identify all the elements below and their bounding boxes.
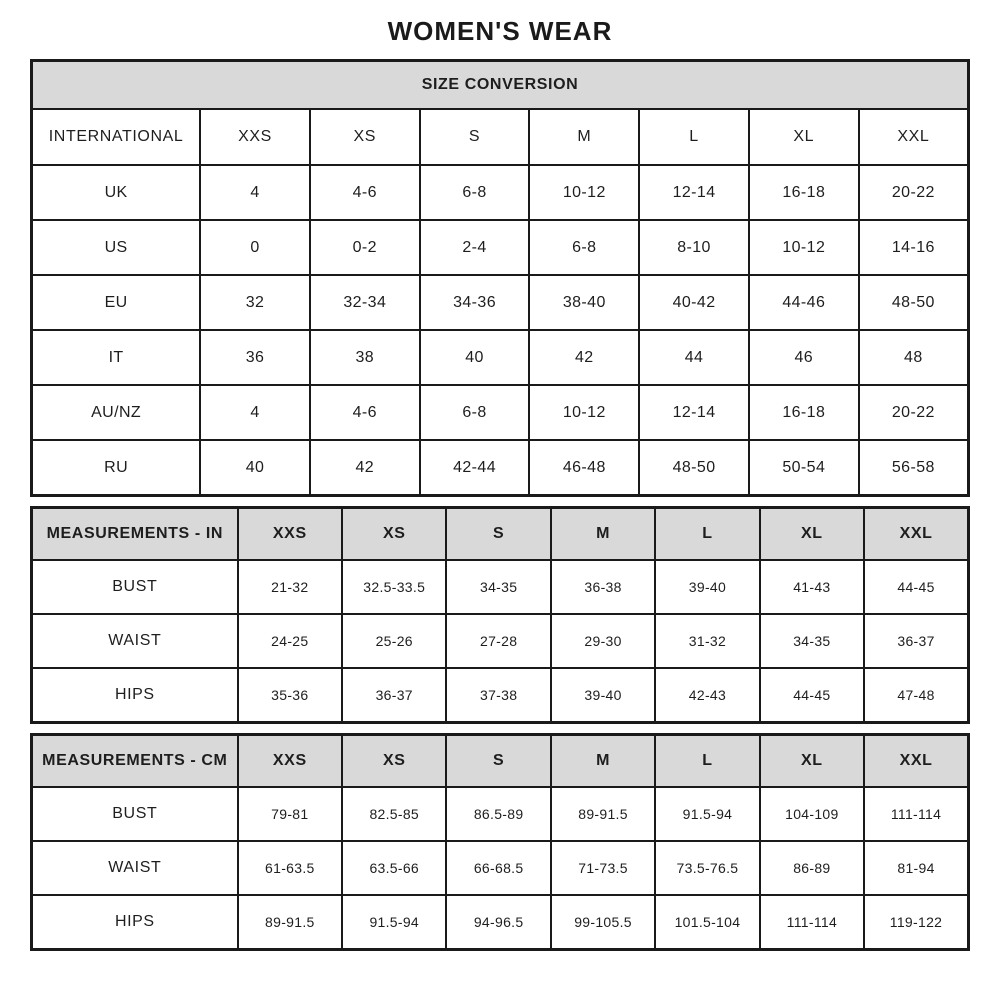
size-column-header: XL [749,109,859,165]
value-cell: 32-34 [310,275,420,330]
table-row [32,440,969,496]
value-cell: 4 [200,165,310,220]
value-cell: 31-32 [655,614,759,668]
value-cell: 4-6 [310,165,420,220]
table-row [32,330,969,385]
value-cell: 42 [529,330,639,385]
corner-label: INTERNATIONAL [32,109,201,165]
table-row [32,895,969,950]
value-cell: 35-36 [238,668,342,723]
value-cell: 40-42 [639,275,749,330]
value-cell: 14-16 [859,220,969,275]
size-column-header: XS [310,109,420,165]
value-cell: 2-4 [420,220,530,275]
table-title: SIZE CONVERSION [32,61,969,110]
row-label: US [32,220,201,275]
value-cell: 44 [639,330,749,385]
row-label: UK [32,165,201,220]
value-cell: 47-48 [864,668,968,723]
value-cell: 36-38 [551,560,655,614]
value-cell: 27-28 [446,614,550,668]
row-label: HIPS [32,668,238,723]
value-cell: 48 [859,330,969,385]
size-column-header: M [529,109,639,165]
size-column-header: XS [342,735,446,788]
value-cell: 0 [200,220,310,275]
value-cell: 36 [200,330,310,385]
value-cell: 86.5-89 [446,787,550,841]
value-cell: 10-12 [529,385,639,440]
value-cell: 8-10 [639,220,749,275]
value-cell: 36-37 [864,614,968,668]
row-label: AU/NZ [32,385,201,440]
value-cell: 46 [749,330,859,385]
size-column-header: S [446,735,550,788]
row-label: IT [32,330,201,385]
value-cell: 0-2 [310,220,420,275]
value-cell: 32 [200,275,310,330]
value-cell: 38-40 [529,275,639,330]
corner-label: MEASUREMENTS - IN [32,508,238,561]
value-cell: 38 [310,330,420,385]
value-cell: 25-26 [342,614,446,668]
value-cell: 36-37 [342,668,446,723]
size-column-header: M [551,735,655,788]
value-cell: 46-48 [529,440,639,496]
value-cell: 6-8 [420,165,530,220]
value-cell: 41-43 [760,560,864,614]
value-cell: 89-91.5 [551,787,655,841]
table-row [32,560,969,614]
row-label: BUST [32,787,238,841]
size-column-header: XXS [238,735,342,788]
value-cell: 79-81 [238,787,342,841]
value-cell: 4-6 [310,385,420,440]
value-cell: 48-50 [859,275,969,330]
size-column-header: L [639,109,749,165]
value-cell: 48-50 [639,440,749,496]
value-cell: 89-91.5 [238,895,342,950]
size-column-header: S [420,109,530,165]
size-header-row [32,508,969,561]
size-header-row [32,109,969,165]
size-column-header: XXL [864,508,968,561]
value-cell: 37-38 [446,668,550,723]
value-cell: 91.5-94 [342,895,446,950]
corner-label: MEASUREMENTS - CM [32,735,238,788]
size-column-header: XXL [859,109,969,165]
size-column-header: L [655,508,759,561]
size-column-header: S [446,508,550,561]
value-cell: 16-18 [749,165,859,220]
size-column-header: M [551,508,655,561]
value-cell: 82.5-85 [342,787,446,841]
value-cell: 111-114 [760,895,864,950]
value-cell: 20-22 [859,385,969,440]
page-title: WOMEN'S WEAR [387,16,613,46]
value-cell: 94-96.5 [446,895,550,950]
size-column-header: XS [342,508,446,561]
table-row [32,668,969,723]
value-cell: 34-35 [446,560,550,614]
measurements-cm-table [30,733,970,951]
value-cell: 101.5-104 [655,895,759,950]
value-cell: 91.5-94 [655,787,759,841]
value-cell: 10-12 [529,165,639,220]
value-cell: 42-44 [420,440,530,496]
table-row [32,787,969,841]
value-cell: 42 [310,440,420,496]
value-cell: 39-40 [655,560,759,614]
size-column-header: L [655,735,759,788]
value-cell: 50-54 [749,440,859,496]
row-label: WAIST [32,841,238,895]
row-label: BUST [32,560,238,614]
value-cell: 20-22 [859,165,969,220]
value-cell: 6-8 [529,220,639,275]
value-cell: 99-105.5 [551,895,655,950]
value-cell: 34-35 [760,614,864,668]
value-cell: 61-63.5 [238,841,342,895]
size-column-header: XL [760,735,864,788]
table-row [32,165,969,220]
value-cell: 119-122 [864,895,968,950]
value-cell: 111-114 [864,787,968,841]
value-cell: 104-109 [760,787,864,841]
value-cell: 21-32 [238,560,342,614]
value-cell: 40 [200,440,310,496]
value-cell: 16-18 [749,385,859,440]
row-label: EU [32,275,201,330]
value-cell: 44-45 [760,668,864,723]
size-column-header: XL [760,508,864,561]
value-cell: 66-68.5 [446,841,550,895]
size-header-row [32,735,969,788]
size-column-header: XXS [238,508,342,561]
value-cell: 56-58 [859,440,969,496]
value-cell: 71-73.5 [551,841,655,895]
value-cell: 12-14 [639,385,749,440]
value-cell: 6-8 [420,385,530,440]
value-cell: 40 [420,330,530,385]
measurements-in-table [30,506,970,724]
value-cell: 39-40 [551,668,655,723]
size-conversion-table [30,59,970,497]
value-cell: 86-89 [760,841,864,895]
table-row [32,275,969,330]
value-cell: 12-14 [639,165,749,220]
value-cell: 73.5-76.5 [655,841,759,895]
table-row [32,614,969,668]
table-row [32,220,969,275]
value-cell: 29-30 [551,614,655,668]
row-label: RU [32,440,201,496]
table-row [32,385,969,440]
value-cell: 34-36 [420,275,530,330]
value-cell: 24-25 [238,614,342,668]
value-cell: 44-45 [864,560,968,614]
size-column-header: XXL [864,735,968,788]
table-title-row [32,61,969,110]
value-cell: 32.5-33.5 [342,560,446,614]
value-cell: 42-43 [655,668,759,723]
table-row [32,841,969,895]
value-cell: 81-94 [864,841,968,895]
value-cell: 44-46 [749,275,859,330]
value-cell: 4 [200,385,310,440]
value-cell: 10-12 [749,220,859,275]
row-label: HIPS [32,895,238,950]
row-label: WAIST [32,614,238,668]
size-column-header: XXS [200,109,310,165]
value-cell: 63.5-66 [342,841,446,895]
